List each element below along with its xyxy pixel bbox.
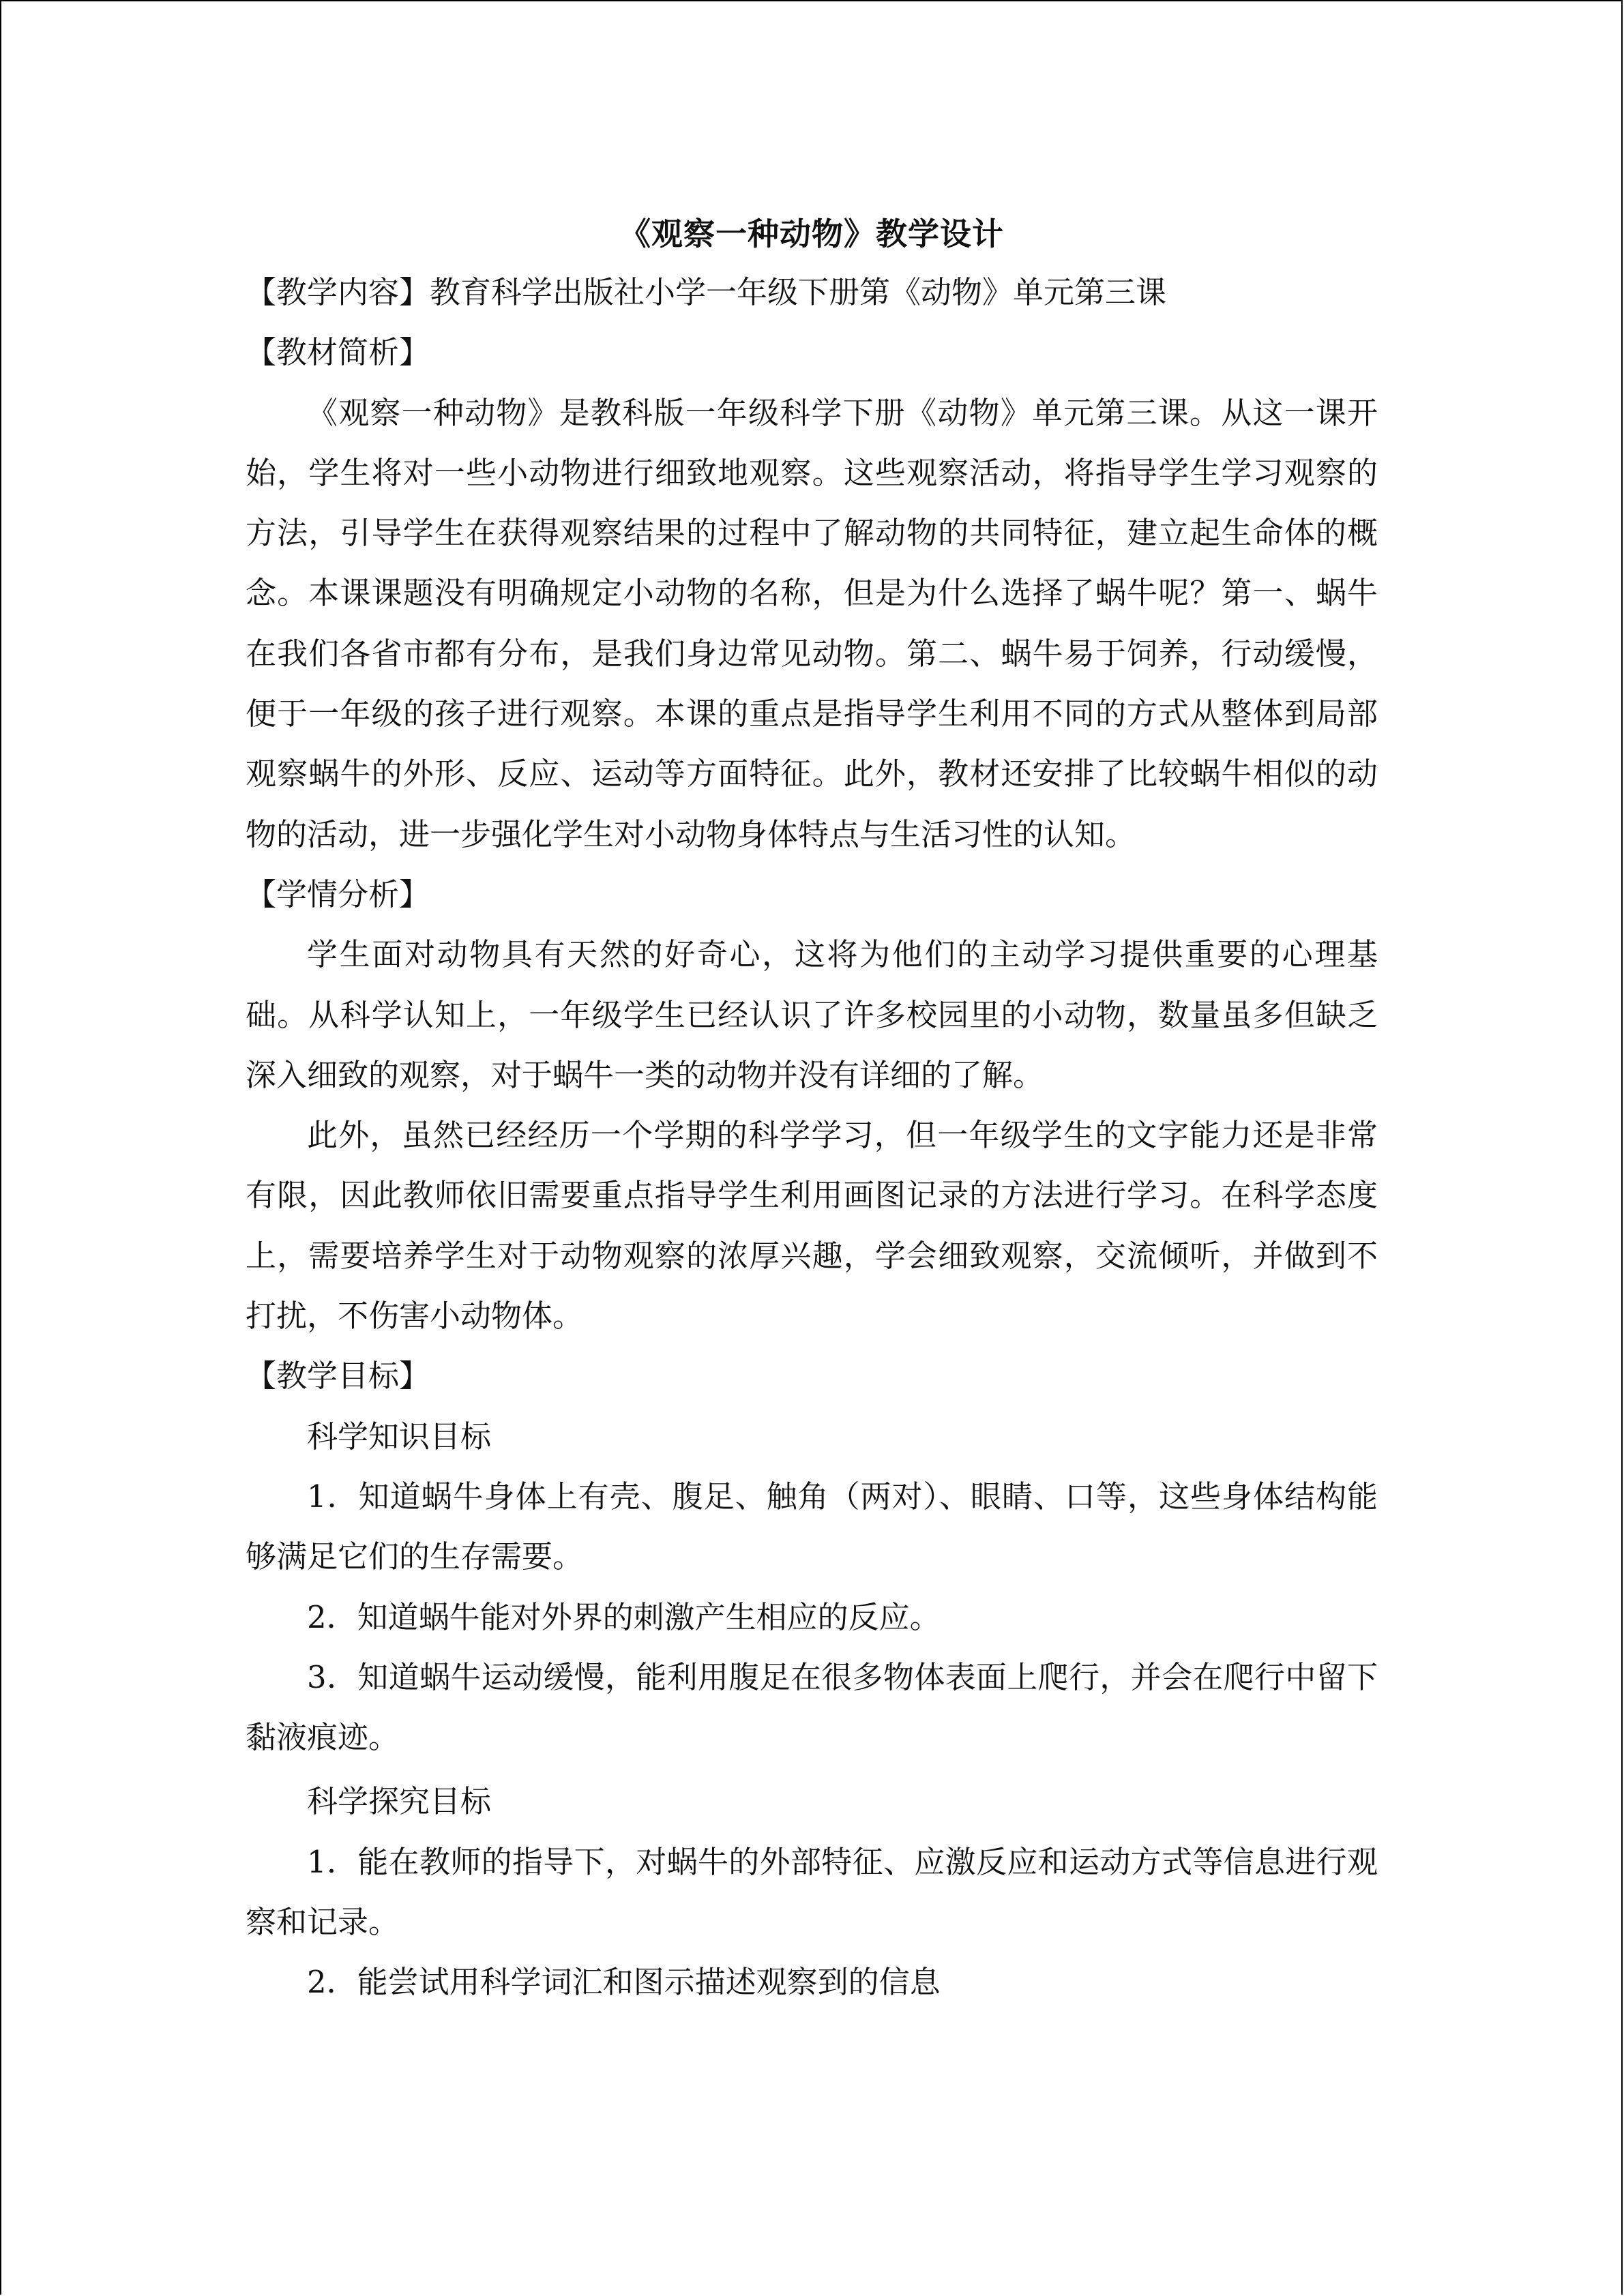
textbook-analysis-paragraph: 《观察一种动物》是教科版一年级科学下册《动物》单元第三课。从这一课开始，学生将对一些小动物进行细致地观察。这些观察活动，将指导学生学习观察的方法，引导学生在获得观察结果的过程中了解动物的共同特征，建立起生命体的概念。本课课题没有明确规定小动物的名称，但是为什么选择了蜗牛呢？第一、蜗牛在我们各省市都有分布，是我们身边常见动物。第二、蜗牛易于饲养，行动缓慢，便于一年级的孩子进行观察。本课的重点是指导学生利用不同的方式从整体到局部观察蜗牛的外形、反应、运动等方面特征。此外，教材还安排了比较蜗牛相似的动物的活动，进一步强化学生对小动物身体特点与生活习性的认知。 xyxy=(246,394,1378,852)
knowledge-goals-subheading: 科学知识目标 xyxy=(307,1418,492,1455)
document-title: 《观察一种动物》教学设计 xyxy=(619,215,1004,252)
textbook-analysis-heading: 【教材简析】 xyxy=(246,334,430,371)
knowledge-goal-2: 2．知道蜗牛能对外界的刺激产生相应的反应。 xyxy=(307,1598,941,1635)
teaching-goals-heading: 【教学目标】 xyxy=(246,1358,430,1395)
knowledge-goal-1: 1．知道蜗牛身体上有壳、腹足、触角（两对）、眼睛、口等，这些身体结构能够满足它们的生存需要。 xyxy=(246,1478,1378,1575)
inquiry-goal-1: 1．能在教师的指导下，对蜗牛的外部特征、应激反应和运动方式等信息进行观察和记录。 xyxy=(246,1843,1378,1941)
student-analysis-heading: 【学情分析】 xyxy=(246,876,430,912)
knowledge-goal-3: 3．知道蜗牛运动缓慢，能利用腹足在很多物体表面上爬行，并会在爬行中留下黏液痕迹。 xyxy=(246,1658,1378,1756)
student-analysis-paragraph-1: 学生面对动物具有天然的好奇心，这将为他们的主动学习提供重要的心理基础。从科学认知上，一年级学生已经认识了许多校园里的小动物，数量虽多但缺乏深入细致的观察，对于蜗牛一类的动物并没有详细的了解。 xyxy=(246,936,1378,1093)
teaching-content-line: 【教学内容】教育科学出版社小学一年级下册第《动物》单元第三课 xyxy=(246,274,1167,310)
document-body xyxy=(246,205,1378,2013)
inquiry-goals-subheading: 科学探究目标 xyxy=(307,1783,492,1820)
student-analysis-paragraph-2: 此外，虽然已经经历一个学期的科学学习，但一年级学生的文字能力还是非常有限，因此教师依旧需要重点指导学生利用画图记录的方法进行学习。在科学态度上，需要培养学生对于动物观察的浓厚兴趣，学会细致观察，交流倾听，并做到不打扰，不伤害小动物体。 xyxy=(246,1117,1378,1335)
inquiry-goal-2: 2．能尝试用科学词汇和图示描述观察到的信息 xyxy=(307,1964,941,2001)
